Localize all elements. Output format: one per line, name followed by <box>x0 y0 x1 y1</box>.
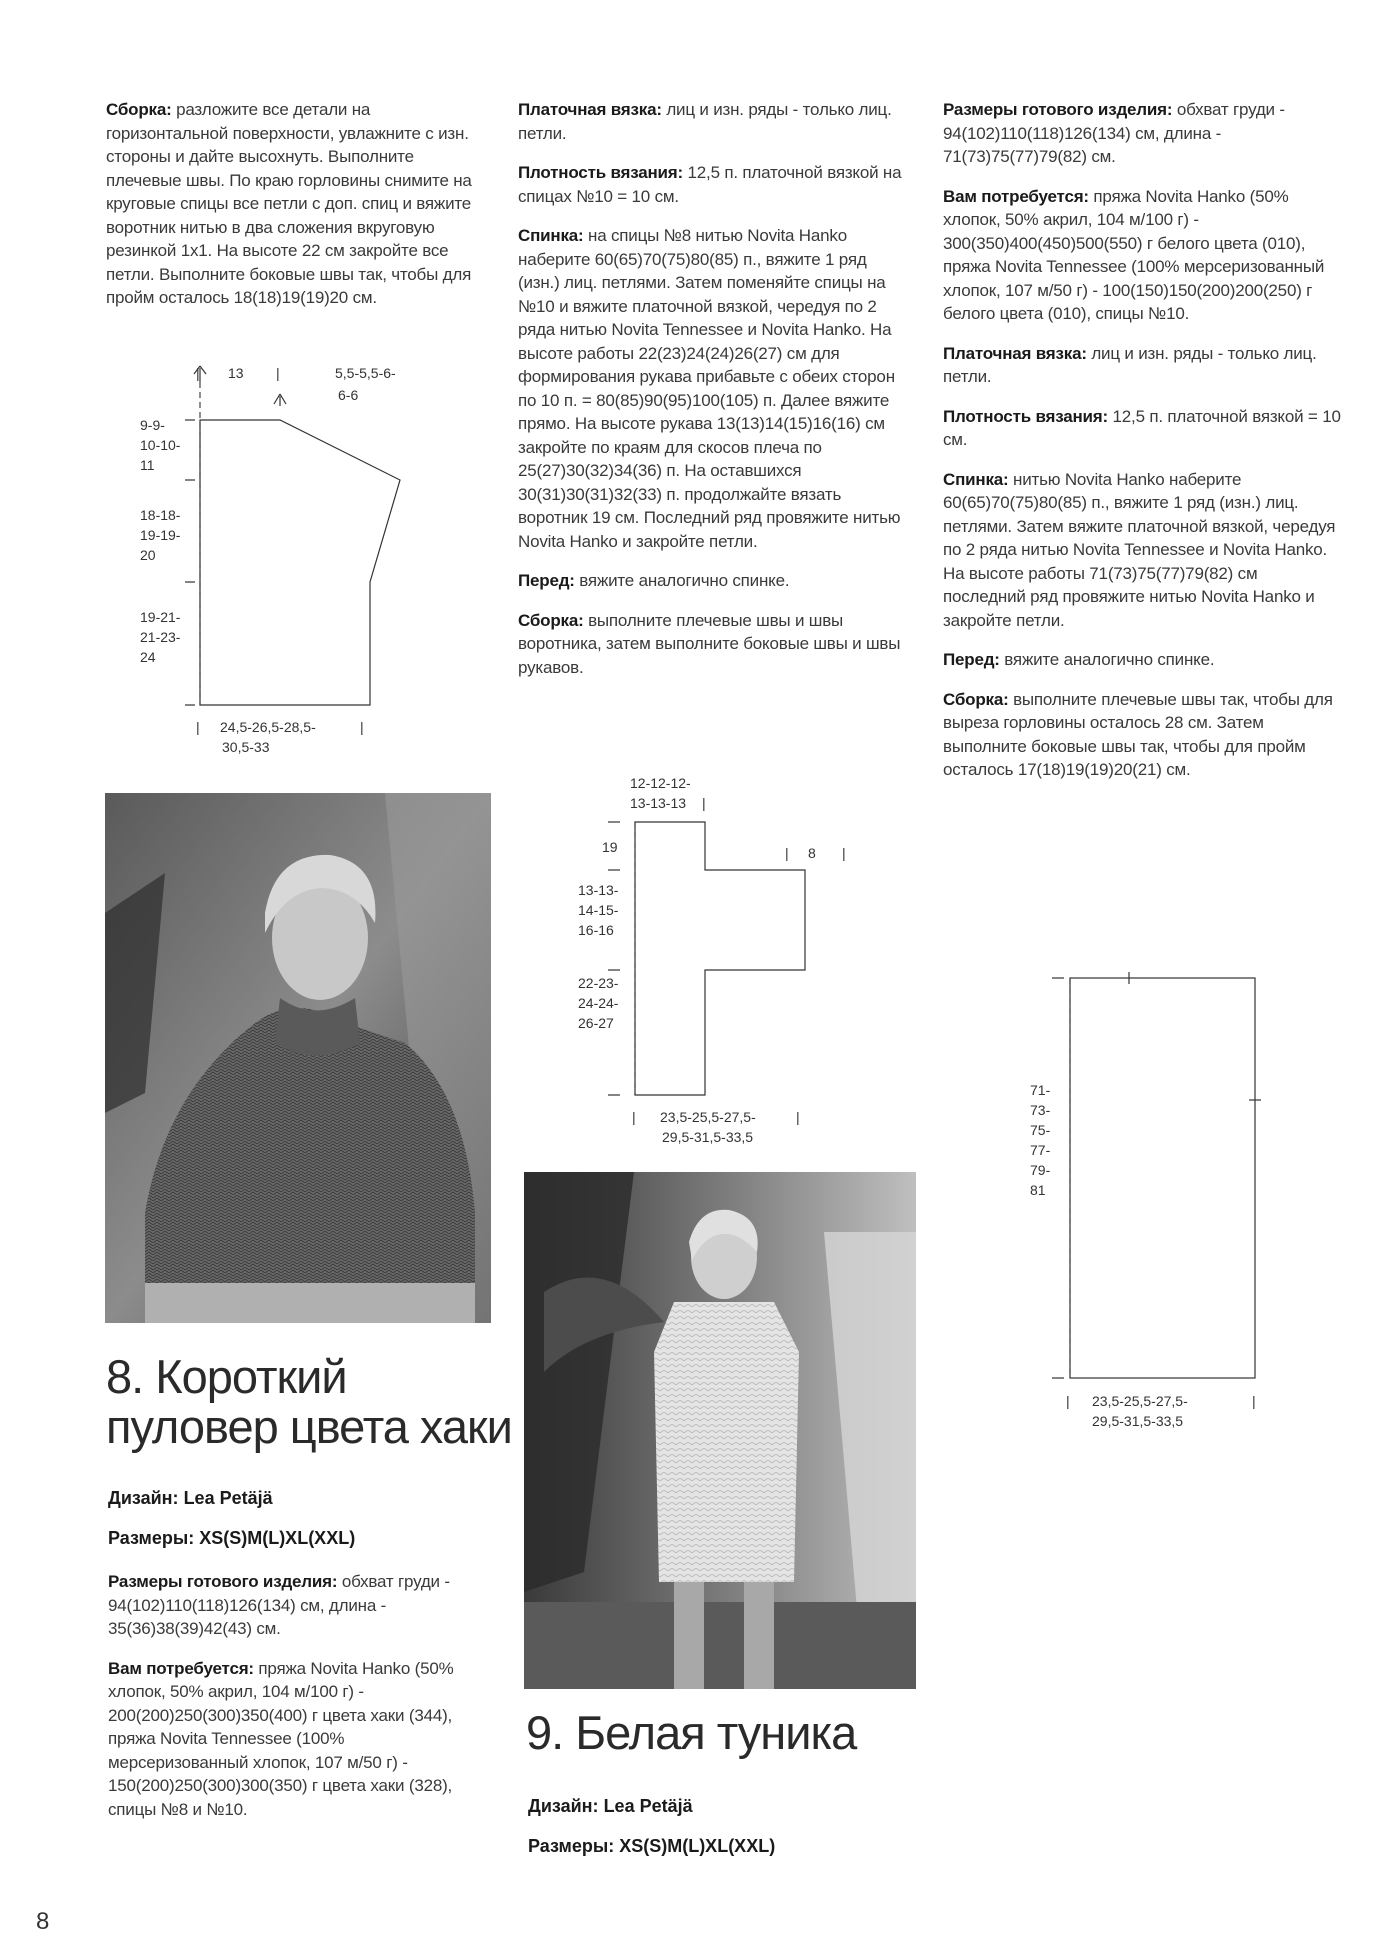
model8-title-line1: 8. Короткий <box>106 1350 347 1403</box>
pullover-outline <box>200 420 400 705</box>
scheme8b-left-3a: 22-23- <box>578 975 619 991</box>
scheme9-bottom-2: 29,5-31,5-33,5 <box>1092 1413 1184 1429</box>
scheme8b-right-8: 8 <box>808 845 816 861</box>
svg-text:|: | <box>1252 1393 1256 1409</box>
front-text: вяжите аналогично спинке. <box>579 571 790 590</box>
sizes-value-9: XS(S)M(L)XL(XXL) <box>619 1836 776 1856</box>
scheme8-top-right2: 6-6 <box>338 387 359 403</box>
gauge-text-9: 12,5 п. платочной вязкой = 10 см. <box>943 406 1341 449</box>
svg-text:|: | <box>1066 1393 1070 1409</box>
svg-text:|: | <box>796 1109 800 1125</box>
tunic-schema <box>1020 960 1280 1480</box>
svg-text:|: | <box>276 365 280 381</box>
materials-text: пряжа Novita Hanko (50% хлопок, 50% акрил, 104 м/100 г) - 200(200)250(300)350(400) г цвета хаки (344), пряжа Novita Tennessee (100% мерсеризованный хлопок, 107 м/50 г) - 150(200)250(300)300(350) г цвета хаки (328), спицы №8 и №10. <box>108 1658 454 1819</box>
back-text-9: нитью Novita Hanko наберите 60(65)70(75)80(85) п., вяжите 1 ряд (изн.) лиц. петлями. Затем вяжите платочной вязкой, чередуя по 2 ряда нитью Novita Tennessee и Novita Hanko. На высоте работы 71(73)75(77)79(82) см последний ряд провяжите нитью Novita Hanko и закройте петли. <box>943 469 1336 630</box>
scheme8-left-3c: 24 <box>140 649 156 665</box>
col1-assembly-text <box>106 98 474 326</box>
gauge-text: 12,5 п. платочной вязкой на спицах №10 = 10 см. <box>518 163 902 206</box>
scheme8-left-1b: 10-10- <box>140 437 181 453</box>
back-text: на спицы №8 нитью Novita Hanko наберите 60(65)70(75)80(85) п., вяжите 1 ряд (изн.) лиц. петлями. Затем поменяйте спицы на №10 и вяжите платочной вязкой, чередуя по 2 ряда нитью Novita Tennessee и Novita Hanko. На высоте работы 22(23)24(24)26(27) см для формирования рукава прибавьте с обеих сторон по 10 п. = 80(85)90(95)100(105) п. Далее вяжите прямо. На высоте рукава 13(13)14(15)16(16) см закройте по краям для скосов плеча по 25(27)30(32)34(36) п. На оставшихся 30(31)30(31)32(33) п. продолжайте вязать воротник 19 см. Последний ряд провяжите нитью Novita Hanko и закройте петли. <box>518 226 901 551</box>
scheme9-left-e: 79- <box>1030 1162 1051 1178</box>
scheme8b-top-1: 12-12-12- <box>630 775 691 791</box>
scheme8b-left-2a: 13-13- <box>578 882 619 898</box>
scheme8b-left-3b: 24-24- <box>578 995 619 1011</box>
scheme8b-left-3c: 26-27 <box>578 1015 614 1031</box>
scheme8-left-1a: 9-9- <box>140 417 165 433</box>
svg-text:|: | <box>842 845 846 861</box>
scheme8-bottom-1: 24,5-26,5-28,5- <box>220 719 316 735</box>
svg-text:|: | <box>632 1109 636 1125</box>
photo-model-9 <box>524 1172 916 1689</box>
scheme9-left-d: 77- <box>1030 1142 1051 1158</box>
scheme9-bottom-1: 23,5-25,5-27,5- <box>1092 1393 1188 1409</box>
photo-model-8 <box>105 793 491 1323</box>
model9-sizes: Размеры: XS(S)M(L)XL(XXL) <box>528 1836 776 1856</box>
scheme8b-bottom-1: 23,5-25,5-27,5- <box>660 1109 756 1125</box>
model9-design: Дизайн: Lea Petäjä <box>528 1796 693 1816</box>
scheme9-left-a: 71- <box>1030 1082 1051 1098</box>
scheme8-left-2c: 20 <box>140 547 156 563</box>
assembly-label: Сборка: <box>106 100 172 119</box>
finished-size-text: обхват груди - 94(102)110(118)126(134) см, длина - 35(36)38(39)42(43) см. <box>108 1572 450 1638</box>
svg-text:|: | <box>196 719 200 735</box>
assembly-text-9: выполните плечевые швы так, чтобы для выреза горловины осталось 28 см. Затем выполните боковые швы так, чтобы для пройм осталось 17(18)19(19)20(21) см. <box>943 689 1333 779</box>
tshape-schema <box>560 770 860 1150</box>
scheme8b-bottom-2: 29,5-31,5-33,5 <box>662 1129 754 1145</box>
scheme8-left-2a: 18-18- <box>140 507 181 523</box>
svg-text:|: | <box>785 845 789 861</box>
materials-text-9: пряжа Novita Hanko (50% хлопок, 50% акрил, 104 м/100 г) - 300(350)400(450)500(550) г белого цвета (010), пряжа Novita Tennessee (100% мерсеризованный хлопок, 107 м/50 г) - 100(150)150(200)200(250) г белого цвета (010), спицы №10. <box>943 186 1325 323</box>
front-text-9: вяжите аналогично спинке. <box>1004 650 1215 669</box>
scheme8-bottom-2: 30,5-33 <box>222 739 270 755</box>
scheme9-left-b: 73- <box>1030 1102 1051 1118</box>
assembly-text: разложите все детали на горизонтальной поверхности, увлажните с изн. стороны и дайте высохнуть. Выполните плечевые швы. По краю горловины снимите на круговые спицы все петли с доп. спиц и вяжите воротник нитью в два сложения вкруговую резинкой 1х1. На высоте 22 см закройте все петли. Выполните боковые швы так, чтобы для пройм осталось 18(18)19(19)20 см. <box>106 100 472 307</box>
col3-text: Размеры готового изделия: обхват груди - 94(102)110(118)126(134) см, длина - 71(73)75(77)79(82) см. Вам потребуется: пряжа Novita Hanko (50% хлопок, 50% акрил, 104 м/100 г) - 300(350)400(450)500(550) г белого цвета (010), пряжа Novita Tennessee (100% мерсеризованный хлопок, 107 м/50 г) - 100(150)150(200)200(250) г белого цвета (010), спицы №10. Платочная вязка: лиц и изн. ряды - только лиц. петли. Плотность вязания: 12,5 п. платочной вязкой = 10 см. Спинка: нитью Novita Hanko наберите 60(65)70(75)80(85) п., вяжите 1 ряд (изн.) лиц. петлями. Затем вяжите платочной вязкой, чередуя по 2 ряда нитью Novita Tennessee и Novita Hanko. На высоте работы 71(73)75(77)79(82) см последний ряд провяжите нитью Novita Hanko и закройте петли. Перед: вяжите аналогично спинке. Сборка: выполните плечевые швы так, чтобы для выреза горловины осталось 28 см. Затем выполните боковые швы так, чтобы для пройм осталось 17(18)19(19)20(21) см. <box>943 100 1341 779</box>
scheme8b-left-2b: 14-15- <box>578 902 619 918</box>
page-number: 8 <box>36 1908 50 1935</box>
assembly-text-2: выполните плечевые швы и швы воротника, затем выполните боковые швы и швы рукавов. <box>518 610 901 677</box>
scheme8-top-right: 5,5-5,5-6- <box>335 365 396 381</box>
scheme8-left-2b: 19-19- <box>140 527 181 543</box>
svg-text:|: | <box>360 719 364 735</box>
model8-design: Дизайн: Lea Petäjä <box>108 1488 273 1508</box>
designer-name-9: Lea Petäjä <box>603 1796 693 1816</box>
model8-title-line2: пуловер цвета хаки <box>106 1400 512 1453</box>
col2-text: Платочная вязка: лиц и изн. ряды - только лиц. петли. Плотность вязания: 12,5 п. платочной вязкой на спицах №10 = 10 см. Спинка: на спицы №8 нитью Novita Hanko наберите 60(65)70(75)80(85) п., вяжите 1 ряд (изн.) лиц. петлями. Затем поменяйте спицы на №10 и вяжите платочной вязкой, чередуя по 2 ряда нитью Novita Tennessee и Novita Hanko. На высоте работы 22(23)24(24)26(27) см для формирования рукава прибавьте с обеих сторон по 10 п. = 80(85)90(95)100(105) п. Далее вяжите прямо. На высоте рукава 13(13)14(15)16(16) см закройте по краям для скосов плеча по 25(27)30(32)34(36) п. На оставшихся 30(31)30(31)32(33) п. продолжайте вязать воротник 19 см. Последний ряд провяжите нитью Novita Hanko и закройте петли. Перед: вяжите аналогично спинке. Сборка: выполните плечевые швы и швы воротника, затем выполните боковые швы и швы рукавов. <box>518 100 902 677</box>
sizes-value: XS(S)M(L)XL(XXL) <box>199 1528 356 1548</box>
svg-text:|: | <box>702 795 706 811</box>
garter-text-9: лиц и изн. ряды - только лиц. петли. <box>943 343 1317 386</box>
scheme9-left-f: 81 <box>1030 1182 1046 1198</box>
garter-text: лиц и изн. ряды - только лиц. петли. <box>518 100 892 143</box>
scheme8-top-13: 13 <box>228 365 244 381</box>
designer-name: Lea Petäjä <box>183 1488 273 1508</box>
scheme8b-left-19: 19 <box>602 839 618 855</box>
model9-title: 9. Белая туника <box>526 1706 857 1759</box>
scheme8-left-1c: 11 <box>140 457 155 473</box>
scheme8b-top-2: 13-13-13 <box>630 795 687 811</box>
scheme8b-left-2c: 16-16 <box>578 922 614 938</box>
model8-details: Размеры готового изделия: обхват груди - 94(102)110(118)126(134) см, длина - 35(36)38(39)42(43) см. Вам потребуется: пряжа Novita Hanko (50% хлопок, 50% акрил, 104 м/100 г) - 200(200)250(300)350(400) г цвета хаки (344), пряжа Novita Tennessee (100% мерсеризованный хлопок, 107 м/50 г) - 150(200)250(300)300(350) г цвета хаки (328), спицы №8 и №10. <box>108 1572 454 1819</box>
pullover-schema <box>130 360 430 770</box>
scheme8-left-3a: 19-21- <box>140 609 181 625</box>
svg-text:|: | <box>196 365 200 381</box>
finished-size-text-9: обхват груди - 94(102)110(118)126(134) см, длина - 71(73)75(77)79(82) см. <box>943 100 1285 166</box>
scheme8-left-3b: 21-23- <box>140 629 181 645</box>
scheme9-left-c: 75- <box>1030 1122 1051 1138</box>
model8-sizes: Размеры: XS(S)M(L)XL(XXL) <box>108 1528 356 1548</box>
